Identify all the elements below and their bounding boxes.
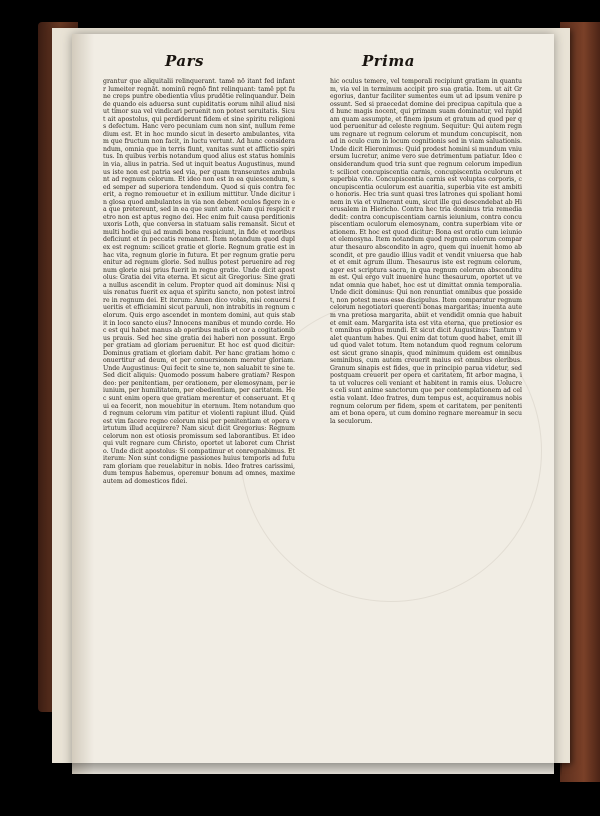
running-header-right: Prima (362, 52, 415, 70)
text-column-right (330, 78, 522, 698)
column-text: hic oculus temere, vel temporali recipiunt gratiam in quantum, via vel in terminum accipit pro sua gratia. Item. ut ait Gregorius, dantur faciliter sumentes eum ut ad ipsum venire possunt. Sed si praecedat domine dei precipua capitula que ad hunc magis nocent, qui primam suam dominatur, vel rapidam quam assumpte, et finem ipsum et gratum ad quod per quod peruenitur ad celeste regnum. Sequitur: Qui autem regnum regnare ut regnum celorum et mundum concupiscit, non ad in oculo cum in locum cognitionis sed in viam saluationis. Unde dicit Hieronimus: Quid prodest homini si mundum vniuersum lucretur, anime vero sue detrimentum patiatur. Ideo considerandum quod tria sunt que regnum celorum impediunt: scilicet concupiscentia carnis, concupiscentia oculorum et superbia vite. Concupiscentia carnis est voluptas corporis, concupiscentia oculorum est auaritia, superbia vite est ambitio honoris. Hec tria sunt quasi tres latrones qui spoliant hominem in via et vulnerant eum, sicut ille qui descendebat ab Hierusalem in Hiericho. Contra hec tria dominus tria remedia dedit: contra concupiscentiam carnis ieiunium, contra concupiscentiam oculorum elemosynam, contra superbiam vite orationem. Et hoc est quod dicitur: Bona est oratio cum ieiunio et elemosyna. Item notandum quod regnum celorum comparatur thesauro abscondito in agro, quem qui inuenit homo abscondit, et pre gaudio illius vadit et vendit vniuersa que habet et emit agrum illum. Thesaurus iste est regnum celorum, ager est scriptura sacra, in qua regnum celorum absconditum est. Qui ergo vult inuenire hunc thesaurum, oportet ut vendat omnia que habet, hoc est ut dimittat omnia temporalia. Unde dicit dominus: Qui non renuntiat omnibus que possidet, non potest meus esse discipulus. Item comparatur regnum celorum negotiatori querenti bonas margaritas; inuenta autem vna pretiosa margarita, abiit et vendidit omnia que habuit et emit eam. Margarita ista est vita eterna, que pretiosior est omnibus opibus mundi. Et sicut dicit Augustinus: Tantum valet quantum habes. Qui enim dat totum quod habet, emit illud quod valet totum. Item notandum quod regnum celorum est sicut grano sinapis, quod minimum quidem est omnibus seminibus, cum autem creuerit maius est omnibus oleribus. Granum sinapis est fides, que in principio parua videtur, sed postquam creuerit per opera et caritatem, fit arbor magna, ita ut volucres celi veniant et habitent in ramis eius. Uolucres celi sunt anime sanctorum que per contemplationem ad celestia volant. Ideo fratres, dum tempus est, acquiramus nobis regnum celorum per fidem, spem et caritatem, per penitentiam et bona opera, ut cum domino regnare mereamur in secula seculorum. (330, 78, 522, 425)
running-header-left: Pars (165, 52, 204, 70)
page-shadow (62, 763, 562, 777)
text-column-left (103, 78, 295, 698)
column-text: grantur que aliquitalii relinquerant. tamē nō itant fed infant r lumeiter regnāt. nominū regnō fint relinquant: tamē ppt fune creps puntre obedientia vlius prudētie relinquandur. Deinde quando eis aduersa sunt cupiditatis eorum nihil aliud nisi ut timor sua vel vindicari peruenit non potest seruitatis. Sicut ait apostolus, qui perdiderunt fidem et sine spiritu religionis defectum. Hanc vero pecuniam cum non sint, nullum remedium est. Et in hoc mundo sicut in deserto ambulantes, vitam que fructum non facit, in luctu vertunt. Ad hunc considerandum, omnia que in terris fiunt, vanitas sunt et afflictio spiritus. In quibus verbis notandum quod alius est status hominis in via, alius in patria. Sed ut inquit beatus Augustinus, mundus iste non est patria sed via, per quam transeuntes ambulant ad regnum celorum. Et ideo non est in ea quiescendum, sed semper ad superiora tendendum. Quod si quis contra fecerit, a regno remouetur et in exilium mittitur. Unde dicitur in glosa quod ambulantes in via non debent oculos figere in ea que pretereunt, sed in ea que sunt ante. Nam qui respicit retro non est aptus regno dei. Hec enim fuit causa perditionis uxoris Loth, que conversa in statuam salis remansit. Sicut et multi hodie qui ad mundi bona respiciunt, in fide et moribus deficiunt et in peccatis remanent. Item notandum quod duplex est regnum: scilicet gratie et glorie. Regnum gratie est in hac vita, regnum glorie in futura. Et per regnum gratie peruenitur ad regnum glorie. Sed nullus potest peruenire ad regnum glorie nisi prius fuerit in regno gratie. Unde dicit apostolus: Gratia dei vita eterna. Et sicut ait Gregorius: Sine gratia nullus ascendit in celum. Propter quod ait dominus: Nisi quis renatus fuerit ex aqua et spiritu sancto, non potest introire in regnum dei. Et iterum: Amen dico vobis, nisi conuersi fueritis et efficiamini sicut paruuli, non intrabitis in regnum celorum. Quis ergo ascendet in montem domini, aut quis stabit in loco sancto eius? Innocens manibus et mundo corde. Hoc est qui habet manus ab operibus malis et cor a cogitationibus prauis. Sed hec sine gratia dei haberi non possunt. Ergo per gratiam ad gloriam peruenitur. Et hoc est quod dicitur: Dominus gratiam et gloriam dabit. Per hanc gratiam homo conuertitur ad deum, et per conuersionem meretur gloriam. Unde Augustinus: Qui fecit te sine te, non saluabit te sine te. Sed dicit aliquis: Quomodo possum habere gratiam? Respondeo: per penitentiam, per orationem, per elemosynam, per ieiunium, per humilitatem, per obedientiam, per caritatem. Hec sunt enim opera que gratiam merentur et conseruant. Et qui ea fecerit, non mouebitur in eternum. Item notandum quod regnum celorum vim patitur et violenti rapiunt illud. Quid est vim facere regno celorum nisi per penitentiam et opera virtutum illud acquirere? Nam sicut dicit Gregorius: Regnum celorum non est otiosis promissum sed laborantibus. Et ideo qui vult regnare cum Christo, oportet ut laboret cum Christo. Unde dicit apostolus: Si compatimur et conregnabimus. Et iterum: Non sunt condigne passiones huius temporis ad futuram gloriam que reuelabitur in nobis. Ideo fratres carissimi, dum tempus habemus, operemur bonum ad omnes, maxime autem ad domesticos fidei. (103, 78, 295, 485)
